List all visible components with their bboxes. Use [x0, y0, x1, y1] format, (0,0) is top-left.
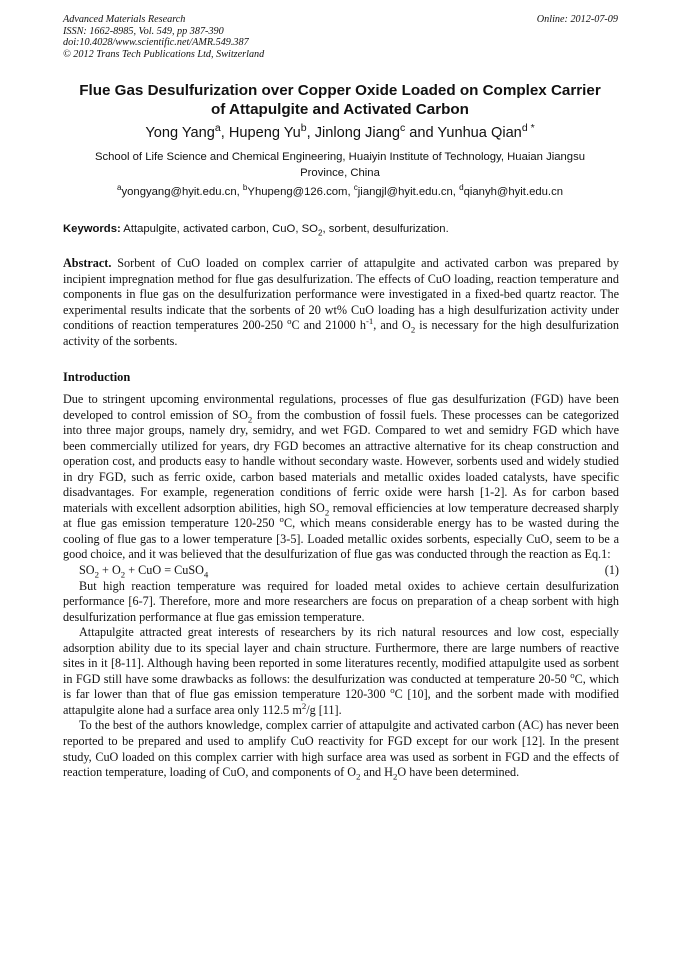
- copyright-line: © 2012 Trans Tech Publications Ltd, Switzerland: [63, 48, 265, 60]
- intro-paragraph-4: To the best of the authors knowledge, complex carrier of attapulgite and activated carbon (AC) has never been reported to be prepared and used to amplify CuO reactivity for FGD except for our work [12]. In the present study, CuO loaded on this complex carrier with high surface area was used as sorbent in FGD and the effects of reaction temperature, loading of CuO, and components of $O_2$ and $H_2O$ have been determined.: [63, 718, 619, 782]
- issn-line: ISSN: 1662-8985, Vol. 549, pp 387-390: [63, 25, 224, 37]
- keywords-label: Keywords:: [63, 223, 121, 235]
- journal-name: Advanced Materials Research: [63, 14, 186, 25]
- author-3: Jinlong Jiang$^c$: [314, 122, 406, 141]
- keywords: [63, 222, 619, 236]
- equation-text: $SO_2 + O_2$ + CuO = CuSO$_4$: [79, 563, 209, 580]
- author-2: Hupeng Yu$^b$: [228, 122, 307, 141]
- title-line-2: of Attapulgite and Activated Carbon: [211, 100, 469, 118]
- keywords-text: Attapulgite, activated carbon, CuO, $SO_2$, sorbent, desulfurization.: [123, 223, 449, 238]
- email-4[interactable]: $^d$qianyh@hyit.edu.cn: [459, 183, 564, 198]
- paper-title: [54, 82, 626, 119]
- affiliation-line-2: Province, China: [300, 166, 380, 179]
- doi-line: doi:10.4028/www.scientific.net/AMR.549.387: [63, 37, 249, 49]
- introduction-body: [63, 392, 619, 781]
- email-2[interactable]: $^b$Yhupeng@126.com: [242, 183, 348, 198]
- author-4: Yunhua Qian$^{d *}$: [437, 122, 535, 141]
- intro-paragraph-3: Attapulgite attracted great interests of researchers by its rich natural resources and low cost, especially adsorption ability due to its special layer and chain structure. Furthermore, there are large numbers of reactive sites in it [8-11]. Although having been reported in some literatures recently, modified attapulgite used as sorbent in FGD still have some drawbacks as follows: the desulfurization was conducted at temperature 20-50 $^o$C, which is far lower than that of flue gas emission temperature 120-300 $^o$C [10], and the sorbent made with modified attapulgite alone had a surface area only 112.5 $m^2/g$ [11].: [63, 625, 619, 717]
- email-3[interactable]: $^c$jiangjl@hyit.edu.cn: [353, 183, 453, 198]
- author-emails: $^a$yongyang@hyit.edu.cn, $^b$Yhupeng@126.com, $^c$jiangjl@hyit.edu.cn, $^d$qianyh@hyit.edu.cn: [116, 183, 564, 198]
- author-1: Yong Yang$^a$: [145, 122, 221, 141]
- affiliation: [60, 150, 620, 181]
- intro-paragraph-1: Due to stringent upcoming environmental regulations, processes of flue gas desulfurization (FGD) have been developed to control emission of $SO_2$ from the combustion of fossil fuels. These processes can be categorized into three major groups, namely dry, semidry, and wet FGD. Compared to wet and semidry FGD which have been commercially utilized for years, dry FGD becomes an attractive alternative for its cheap construction and operation cost, and products easy to handle without secondary waste. However, sorbents used and widely studied in dry FGD, such as ferric oxide, carbon based materials and metallic oxides loaded catalysts, have specific disadvantages. For example, regeneration conditions of ferric oxide were harsh [1-2]. As for carbon based materials with excellent adsorption abilities, high $SO_2$ removal efficiencies at low temperature decreased sharply at flue gas emission temperature 120-250 $^o$C, which means considerable energy has to be wasted during the cooling of flue gas to a lower temperature [3-5]. Loaded metallic oxides sorbents, especially CuO, seem to be a good choice, and it was believed that the desulfurization of flue gas was conducted through the reaction as Eq.1:: [63, 392, 620, 562]
- author-list: Yong Yang$^a$, Hupeng Yu$^b$, Jinlong Jiang$^c$ and Yunhua Qian$^{d *}$: [145, 122, 535, 141]
- equation-number: (1): [604, 563, 619, 578]
- abstract-label: Abstract.: [63, 256, 112, 270]
- abstract: [63, 256, 619, 349]
- online-date: Online: 2012-07-09: [536, 14, 618, 25]
- title-line-1: Flue Gas Desulfurization over Copper Oxide Loaded on Complex Carrier: [79, 82, 601, 99]
- affiliation-line-1: School of Life Science and Chemical Engineering, Huaiyin Institute of Technology, Huaian Jiangsu: [94, 151, 586, 163]
- email-1[interactable]: $^a$yongyang@hyit.edu.cn: [116, 183, 237, 198]
- introduction-heading: Introduction: [63, 370, 131, 384]
- equation-1: [63, 563, 619, 579]
- intro-paragraph-2: But high reaction temperature was required for loaded metal oxides to achieve certain desulfurization performance [6-7]. Therefore, more and more researchers are focus on preparation of a cheap sorbent with high desulfurization performance at flue gas emission temperature.: [63, 578, 619, 624]
- abstract-text: Sorbent of CuO loaded on complex carrier of attapulgite and activated carbon was prepared by incipient impregnation method for flue gas desulfurization. The effects of CuO loading, reaction temperature and components in flue gas on the desulfurization performance were investigated in a fixed-bed quartz reactor. The experimental results indicate that the sorbents of 20 wt% CuO loading has a high desulfurization activity under conditions of reaction temperatures 200-250 $^o$C and 21000 $h^{-1}$, and $O_2$ is necessary for the high desulfurization activity of the sorbents.: [63, 256, 620, 348]
- journal-header: [63, 14, 618, 60]
